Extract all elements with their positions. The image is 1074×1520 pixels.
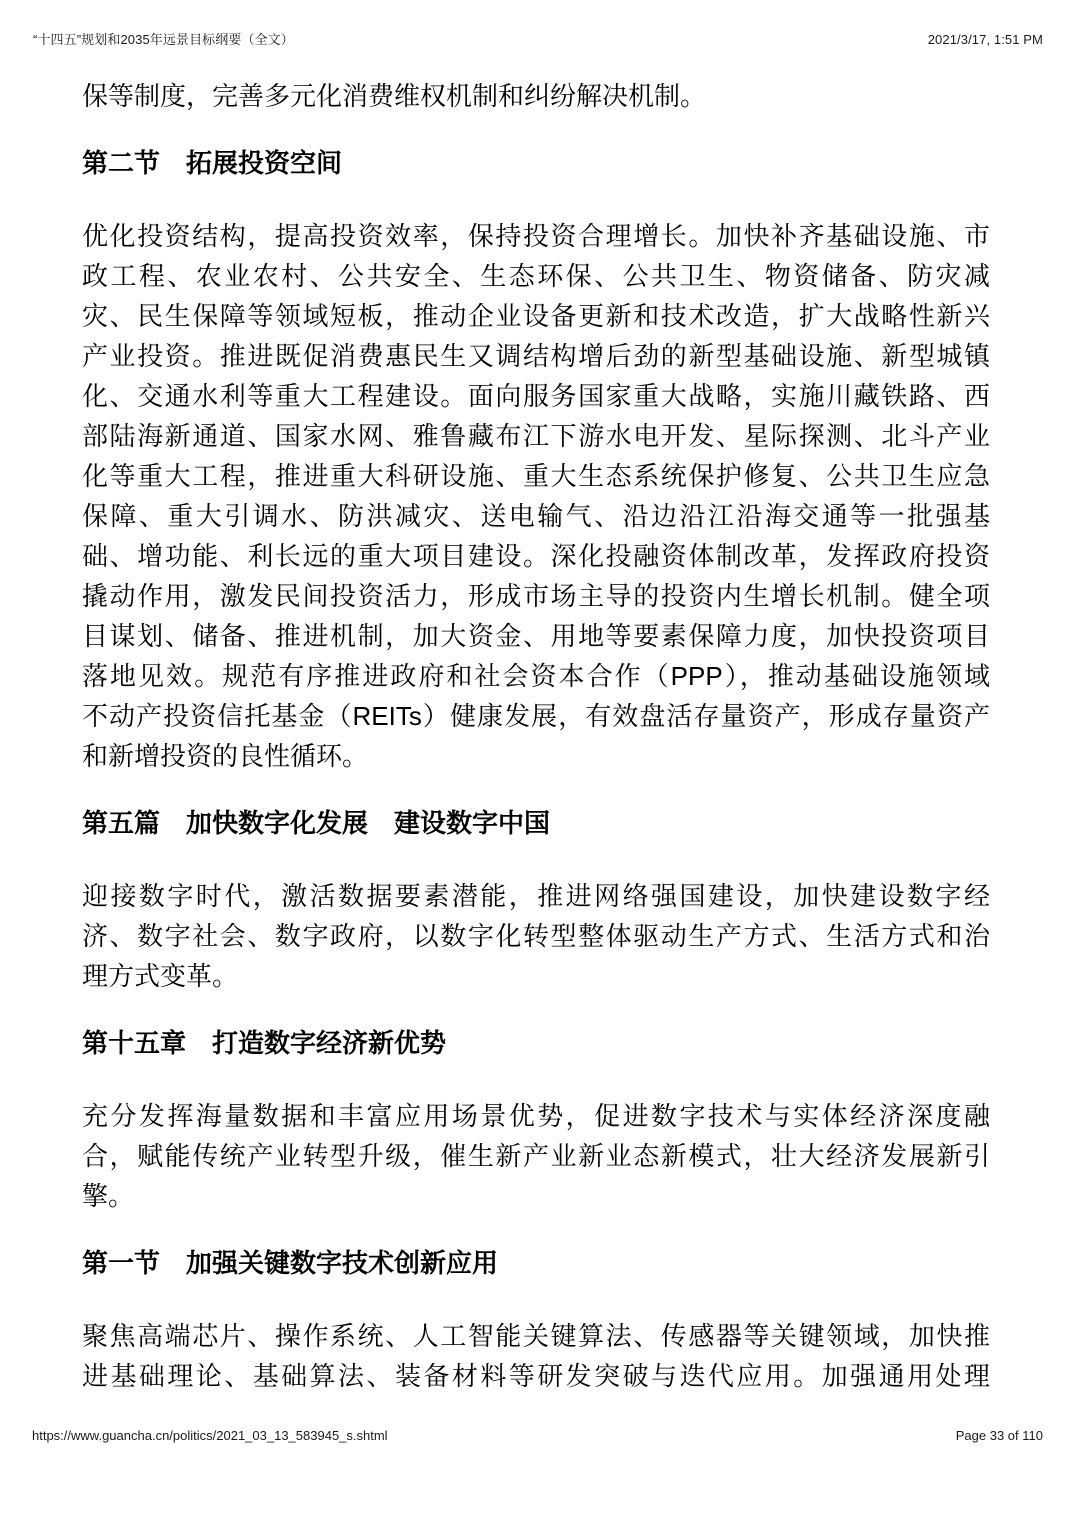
paragraph — [82, 1316, 990, 1396]
text-line: 合，赋能传统产业转型升级，催生新产业新业态新模式，壮大经济发展新引 — [82, 1141, 990, 1171]
text-line: 优化投资结构，提高投资效率，保持投资合理增长。加快补齐基础设施、市 — [82, 221, 990, 251]
text-line: 理方式变革。 — [82, 961, 239, 991]
paragraph — [82, 76, 990, 116]
section-heading: 第五篇 加快数字化发展 建设数字中国 — [82, 808, 551, 838]
paragraph — [82, 876, 990, 996]
text-line: 础、增功能、利长远的重大项目建设。深化投融资体制改革，发挥政府投资 — [82, 541, 990, 571]
page-footer — [32, 1428, 1043, 1443]
text-line: 目谋划、储备、推进机制，加大资金、用地等要素保障力度，加快投资项目 — [82, 621, 990, 651]
paragraph — [82, 1096, 990, 1216]
text-line: 济、数字社会、数字政府，以数字化转型整体驱动生产方式、生活方式和治 — [82, 921, 990, 951]
text-line: 充分发挥海量数据和丰富应用场景优势，促进数字技术与实体经济深度融 — [82, 1101, 990, 1131]
text-line: 撬动作用，激发民间投资活力，形成市场主导的投资内生增长机制。健全项 — [82, 581, 990, 611]
text-line: 进基础理论、基础算法、装备材料等研发突破与迭代应用。加强通用处理 — [82, 1361, 990, 1391]
text-line: 产业投资。推进既促消费惠民生又调结构增后劲的新型基础设施、新型城镇 — [82, 341, 990, 371]
document-content — [82, 76, 990, 1396]
text-line: 和新增投资的良性循环。 — [82, 741, 369, 771]
text-line: 保障、重大引调水、防洪减灾、送电输气、沿边沿江沿海交通等一批强基 — [82, 501, 990, 531]
header-datetime: 2021/3/17, 1:51 PM — [927, 32, 1043, 47]
text-line: 化、交通水利等重大工程建设。面向服务国家重大战略，实施川藏铁路、西 — [82, 381, 990, 411]
text-line: 迎接数字时代，激活数据要素潜能，推进网络强国建设，加快建设数字经 — [82, 881, 990, 911]
text-line: 落地见效。规范有序推进政府和社会资本合作（PPP），推动基础设施领域 — [82, 661, 990, 691]
text-line: 擎。 — [82, 1181, 135, 1211]
text-line: 聚焦高端芯片、操作系统、人工智能关键算法、传感器等关键领域，加快推 — [82, 1321, 990, 1351]
text-line: 保等制度，完善多元化消费维权机制和纠纷解决机制。 — [82, 81, 707, 111]
text-line: 灾、民生保障等领域短板，推动企业设备更新和技术改造，扩大战略性新兴 — [82, 301, 990, 331]
footer-source-url[interactable]: https://www.guancha.cn/politics/2021_03_13_583945_s.shtml — [32, 1428, 388, 1443]
section-heading: 第十五章 打造数字经济新优势 — [82, 1028, 447, 1058]
footer-page-number: Page 33 of 110 — [955, 1428, 1043, 1443]
text-line: 政工程、农业农村、公共安全、生态环保、公共卫生、物资储备、防灾减 — [82, 261, 990, 291]
page-header — [33, 29, 1043, 48]
text-line: 化等重大工程，推进重大科研设施、重大生态系统保护修复、公共卫生应急 — [82, 461, 990, 491]
text-line: 部陆海新通道、国家水网、雅鲁藏布江下游水电开发、星际探测、北斗产业 — [82, 421, 990, 451]
section-heading: 第一节 加强关键数字技术创新应用 — [82, 1248, 499, 1278]
section-heading: 第二节 拓展投资空间 — [82, 148, 343, 178]
paragraph — [82, 216, 990, 776]
text-line: 不动产投资信托基金（REITs）健康发展，有效盘活存量资产，形成存量资产 — [82, 701, 990, 731]
header-document-title: “十四五”规划和2035年远景目标纲要（全文） — [33, 32, 294, 47]
